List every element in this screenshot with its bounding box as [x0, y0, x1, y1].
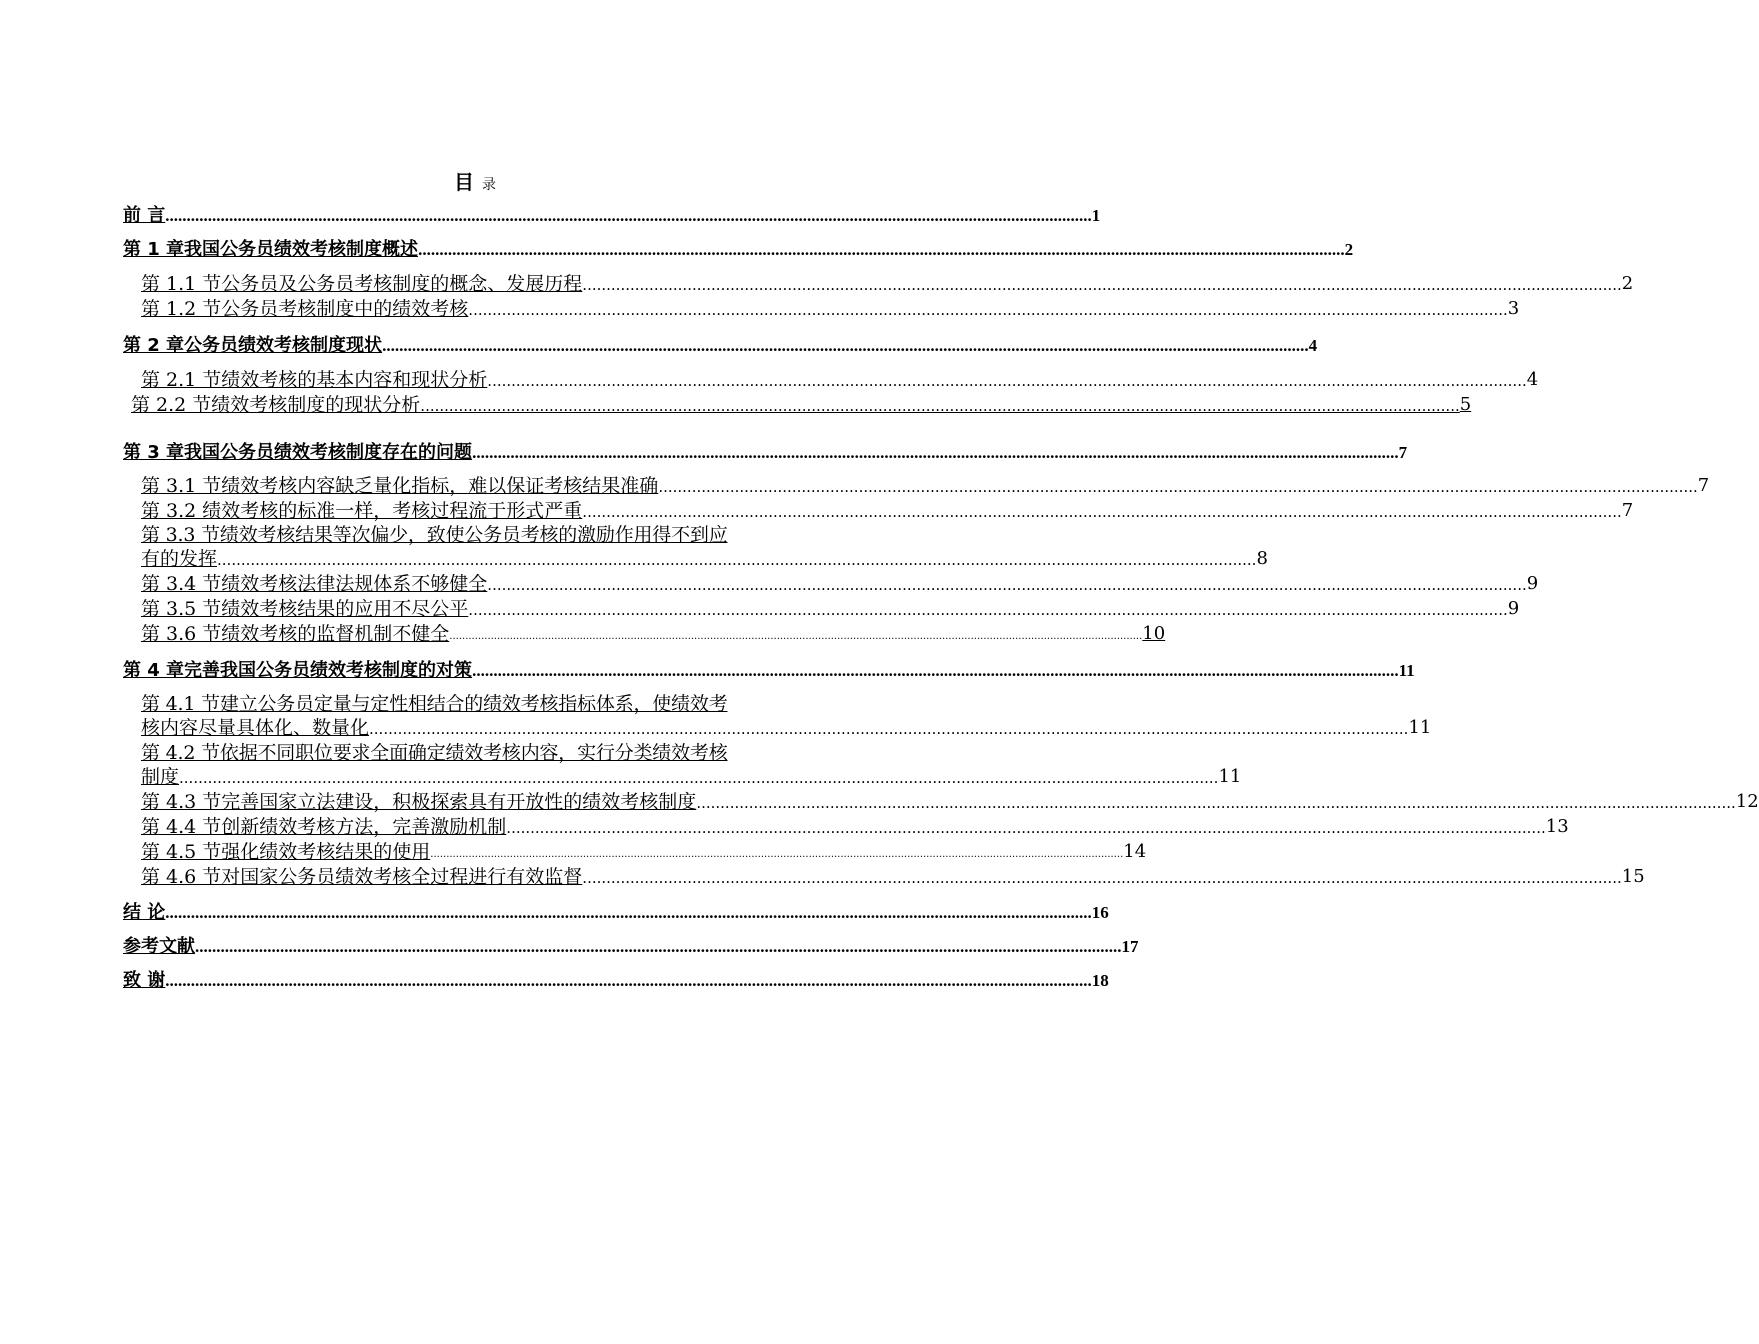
toc-entry-label: 致 谢 [123, 970, 166, 991]
toc-leader: .......................................................................................................................................................................................................................... [369, 720, 1409, 738]
toc-page-number: 7 [1621, 500, 1634, 521]
toc-leader: .......................................................................................................................................................................................................................... [506, 819, 1546, 837]
toc-leader: .......................................................................................................................................................................................................................... [420, 397, 1460, 415]
toc-entry-section-4-6[interactable] [141, 865, 1645, 889]
toc-entry-section-3-4[interactable] [141, 572, 1539, 596]
toc-entry-label: 第 3.2 绩效考核的标准一样，考核过程流于形式严重 [141, 500, 583, 522]
toc-entry-section-4-3[interactable] [141, 790, 1759, 814]
toc-leader: .......................................................................................................................................................................................................................... [165, 903, 1092, 922]
toc-page-number: 9 [1507, 598, 1520, 619]
toc-page-number: 4 [1308, 336, 1318, 355]
toc-entry-label-line1: 第 4.2 节依据不同职位要求全面确定绩效考核内容，实行分类绩效考核 [141, 742, 728, 764]
toc-leader: .......................................................................................................................................................................................................................... [217, 551, 1257, 569]
toc-entry-conclusion[interactable] [123, 901, 1109, 925]
toc-page-number: 5 [1459, 394, 1472, 415]
toc-leader: .......................................................................................................................................................................................................................... [468, 601, 1508, 619]
toc-entry-label-line1: 第 3.3 节绩效考核结果等次偏少，致使公务员考核的激励作用得不到应 [141, 524, 728, 546]
toc-entry-preface[interactable] [123, 204, 1101, 228]
toc-entry-label: 第 1.2 节公务员考核制度中的绩效考核 [141, 298, 469, 320]
toc-entry-section-3-2[interactable] [141, 499, 1634, 523]
toc-entry-label: 第 4.6 节对国家公务员绩效考核全过程进行有效监督 [141, 866, 583, 888]
toc-entry-section-4-1[interactable] [141, 692, 1432, 740]
toc-page-number: 11 [1398, 661, 1415, 680]
toc-entry-label: 第 3.4 节绩效考核法律法规体系不够健全 [141, 573, 488, 595]
toc-entry-section-2-1[interactable] [141, 368, 1539, 392]
toc-page-number: 7 [1398, 443, 1408, 462]
toc-page-number: 17 [1121, 937, 1139, 956]
toc-leader: .......................................................................................................................................................................................................................... [449, 631, 1143, 642]
toc-entry-section-3-6[interactable] [141, 622, 1166, 646]
toc-entry-label: 第 4 章完善我国公务员绩效考核制度的对策 [123, 660, 473, 681]
toc-page-number: 4 [1526, 369, 1539, 390]
toc-entry-label: 参考文献 [123, 936, 195, 957]
toc-entry-label: 第 2 章公务员绩效考核制度现状 [123, 335, 383, 356]
toc-entry-label: 第 1 章我国公务员绩效考核制度概述 [123, 239, 419, 260]
toc-page-number: 10 [1142, 623, 1166, 644]
toc-leader: .......................................................................................................................................................................................................................... [165, 206, 1092, 225]
toc-page-number: 11 [1218, 766, 1242, 787]
toc-entry-section-1-2[interactable] [141, 297, 1520, 321]
toc-entry-label-line1: 第 4.1 节建立公务员定量与定性相结合的绩效考核指标体系，使绩效考 [141, 693, 728, 715]
toc-leader: .......................................................................................................................................................................................................................... [582, 503, 1622, 521]
toc-leader: .......................................................................................................................................................................................................................... [696, 794, 1736, 812]
toc-entry-section-3-3[interactable] [141, 523, 1268, 571]
toc-leader: .......................................................................................................................................................................................................................... [582, 869, 1622, 887]
toc-page-number: 13 [1545, 816, 1569, 837]
toc-entry-section-4-5[interactable] [141, 840, 1147, 864]
toc-entry-references[interactable] [123, 935, 1139, 959]
toc-page-number: 15 [1621, 866, 1645, 887]
toc-page-number: 2 [1344, 240, 1354, 259]
toc-leader: .......................................................................................................................................................................................................................... [487, 372, 1527, 390]
toc-entry-label-line2: 有的发挥 [141, 548, 218, 570]
toc-leader: .......................................................................................................................................................................................................................... [382, 336, 1309, 355]
toc-leader: .......................................................................................................................................................................................................................... [472, 443, 1399, 462]
toc-leader: .......................................................................................................................................................................................................................... [195, 937, 1122, 956]
toc-entry-label: 第 4.3 节完善国家立法建设，积极探索具有开放性的绩效考核制度 [141, 791, 697, 813]
toc-entry-label-line2: 核内容尽量具体化、数量化 [141, 717, 370, 739]
toc-page-number: 11 [1408, 717, 1432, 738]
toc-entry-label: 第 4.4 节创新绩效考核方法，完善激励机制 [141, 816, 507, 838]
toc-entry-section-3-1[interactable] [141, 474, 1710, 498]
toc-leader: .......................................................................................................................................................................................................................... [418, 240, 1345, 259]
toc-entry-section-3-5[interactable] [141, 597, 1520, 621]
toc-entry-section-4-2[interactable] [141, 741, 1242, 789]
toc-entry-label: 第 1.1 节公务员及公务员考核制度的概念、发展历程 [141, 273, 583, 295]
toc-leader: .......................................................................................................................................................................................................................... [658, 478, 1698, 496]
toc-entry-label-line2: 制度 [141, 766, 180, 788]
toc-entry-label: 第 3.6 节绩效考核的监督机制不健全 [141, 623, 450, 645]
toc-title [0, 170, 950, 197]
toc-page-number: 12 [1735, 791, 1759, 812]
toc-entry-label: 第 4.5 节强化绩效考核结果的使用 [141, 841, 431, 863]
toc-entry-chapter-2[interactable] [123, 334, 1318, 358]
toc-entry-chapter-3[interactable] [123, 441, 1408, 465]
toc-title-main: 目 [454, 170, 474, 194]
toc-entry-label: 第 2.2 节绩效考核制度的现状分析 [131, 394, 421, 416]
toc-page-number: 9 [1526, 573, 1539, 594]
toc-entry-section-2-2[interactable] [131, 393, 1472, 417]
toc-page-number: 2 [1621, 273, 1634, 294]
toc-leader: .......................................................................................................................................................................................................................... [165, 971, 1092, 990]
toc-page-number: 3 [1507, 298, 1520, 319]
toc-leader: .......................................................................................................................................................................................................................... [487, 576, 1527, 594]
toc-leader: .......................................................................................................................................................................................................................... [430, 849, 1124, 860]
toc-entry-chapter-4[interactable] [123, 659, 1415, 683]
toc-entry-section-4-4[interactable] [141, 815, 1569, 839]
toc-page-number: 16 [1091, 903, 1109, 922]
toc-page-number: 18 [1091, 971, 1109, 990]
toc-page-number: 1 [1091, 206, 1101, 225]
toc-entry-label: 第 3.1 节绩效考核内容缺乏量化指标，难以保证考核结果准确 [141, 475, 659, 497]
toc-entry-label: 前 言 [123, 205, 166, 226]
toc-leader: .......................................................................................................................................................................................................................... [179, 769, 1219, 787]
toc-page-number: 8 [1256, 548, 1268, 569]
toc-leader: .......................................................................................................................................................................................................................... [468, 301, 1508, 319]
toc-page-number: 7 [1697, 475, 1710, 496]
toc-entry-section-1-1[interactable] [141, 272, 1634, 296]
toc-entry-acknowledgements[interactable] [123, 969, 1109, 993]
toc-entry-label: 第 2.1 节绩效考核的基本内容和现状分析 [141, 369, 488, 391]
toc-entry-label: 第 3.5 节绩效考核结果的应用不尽公平 [141, 598, 469, 620]
toc-entry-chapter-1[interactable] [123, 238, 1354, 262]
toc-leader: .......................................................................................................................................................................................................................... [582, 276, 1622, 294]
toc-entry-label: 第 3 章我国公务员绩效考核制度存在的问题 [123, 442, 473, 463]
toc-title-rest: 录 [482, 177, 496, 193]
toc-leader: .......................................................................................................................................................................................................................... [472, 661, 1399, 680]
toc-entry-label: 结 论 [123, 902, 166, 923]
toc-page-number: 14 [1123, 841, 1147, 862]
